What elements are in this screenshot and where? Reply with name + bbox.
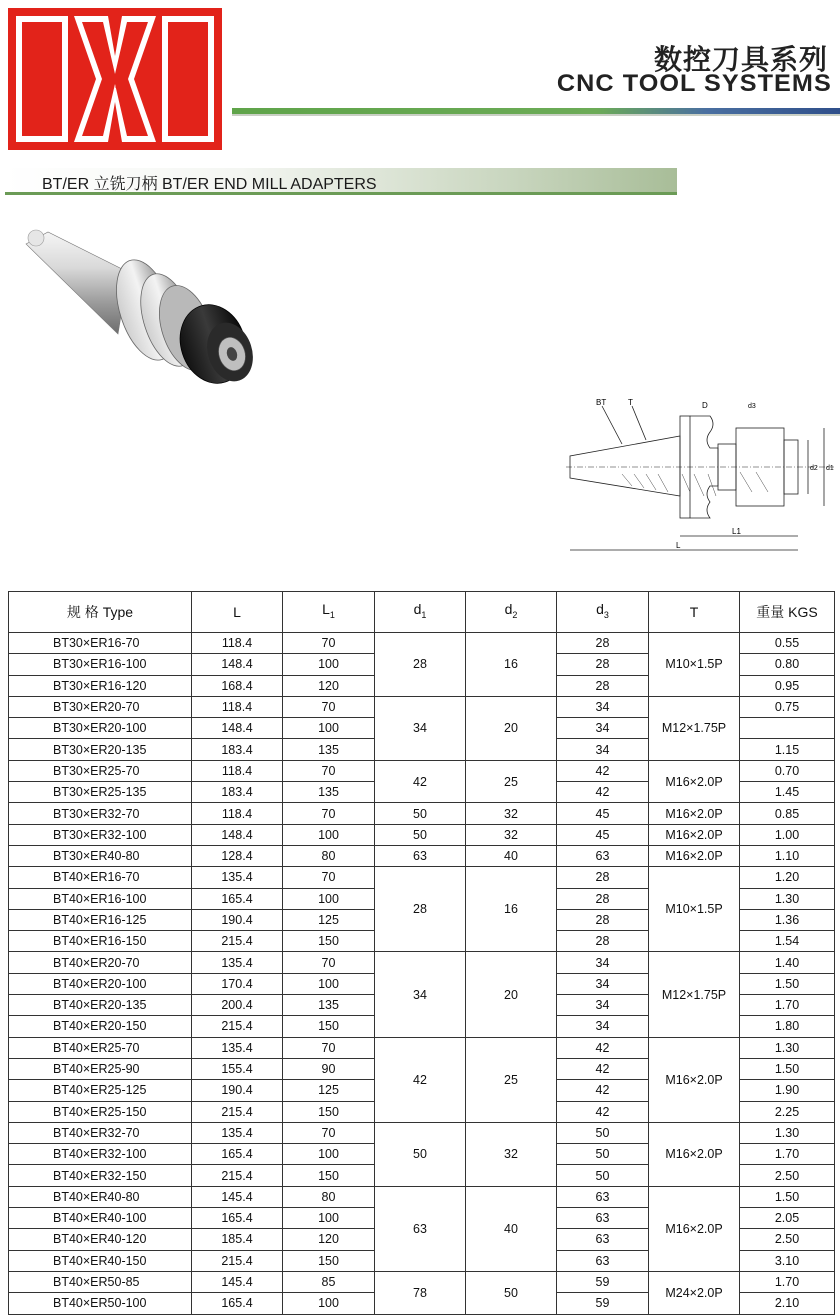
cell-d3: 63 — [557, 1250, 649, 1271]
cell-d1: 50 — [375, 824, 466, 845]
spec-table-body — [9, 633, 835, 1315]
cell-type: BT40×ER40-100 — [9, 1208, 192, 1229]
cell-l: 185.4 — [192, 1229, 283, 1250]
cell-l: 148.4 — [192, 824, 283, 845]
cell-kgs: 1.20 — [740, 867, 835, 888]
cell-l1: 70 — [283, 803, 375, 824]
cell-d3: 42 — [557, 1058, 649, 1079]
cell-l: 165.4 — [192, 1144, 283, 1165]
header-d2-sub: 2 — [512, 609, 518, 620]
cell-type: BT30×ER20-100 — [9, 718, 192, 739]
section-title: BT/ER 立铣刀柄 BT/ER END MILL ADAPTERS — [42, 176, 377, 193]
header-type: 规 格 Type — [9, 592, 192, 633]
header-l1-sub: 1 — [329, 609, 335, 620]
cell-t: M24×2.0P — [649, 1271, 740, 1314]
cell-kgs: 1.36 — [740, 909, 835, 930]
cell-d2: 16 — [466, 867, 557, 952]
cell-l: 118.4 — [192, 760, 283, 781]
cell-type: BT40×ER20-150 — [9, 1016, 192, 1037]
cell-type: BT40×ER50-100 — [9, 1293, 192, 1314]
cell-l1: 100 — [283, 1208, 375, 1229]
cell-d2: 40 — [466, 845, 557, 866]
drawing-label-t: T — [628, 398, 633, 407]
spec-table — [8, 591, 835, 1315]
cell-l1: 80 — [283, 845, 375, 866]
cell-d3: 28 — [557, 633, 649, 654]
cell-l: 135.4 — [192, 867, 283, 888]
cell-l1: 125 — [283, 909, 375, 930]
header-kgs: 重量 KGS — [740, 592, 835, 633]
cell-type: BT40×ER20-135 — [9, 995, 192, 1016]
cell-type: BT40×ER40-80 — [9, 1186, 192, 1207]
cell-l1: 150 — [283, 1101, 375, 1122]
header-t: T — [649, 592, 740, 633]
cell-l: 190.4 — [192, 909, 283, 930]
brand-title-cn: 数控刀具系列 — [653, 43, 828, 76]
cell-t: M10×1.5P — [649, 633, 740, 697]
table-row — [9, 760, 835, 781]
cell-d3: 42 — [557, 1037, 649, 1058]
cell-l: 215.4 — [192, 1101, 283, 1122]
cell-d2: 40 — [466, 1186, 557, 1271]
cell-type: BT30×ER25-70 — [9, 760, 192, 781]
cell-kgs: 0.85 — [740, 803, 835, 824]
cell-d1: 63 — [375, 1186, 466, 1271]
cell-l: 183.4 — [192, 782, 283, 803]
cell-d3: 42 — [557, 782, 649, 803]
cell-d3: 28 — [557, 654, 649, 675]
cell-kgs: 0.75 — [740, 696, 835, 717]
cell-kgs: 2.10 — [740, 1293, 835, 1314]
cell-kgs: 2.05 — [740, 1208, 835, 1229]
cell-kgs: 1.30 — [740, 888, 835, 909]
cell-l1: 135 — [283, 739, 375, 760]
cell-l: 118.4 — [192, 633, 283, 654]
cell-kgs: 1.45 — [740, 782, 835, 803]
cell-kgs: 1.50 — [740, 1058, 835, 1079]
cell-d3: 50 — [557, 1165, 649, 1186]
cell-kgs: 1.30 — [740, 1037, 835, 1058]
cell-l: 148.4 — [192, 654, 283, 675]
cell-d1: 78 — [375, 1271, 466, 1314]
cell-d2: 16 — [466, 633, 557, 697]
cell-l: 165.4 — [192, 1208, 283, 1229]
header-d2 — [466, 592, 557, 633]
cell-type: BT30×ER20-135 — [9, 739, 192, 760]
cell-l: 118.4 — [192, 803, 283, 824]
cell-l1: 150 — [283, 931, 375, 952]
cell-t: M16×2.0P — [649, 845, 740, 866]
cell-d1: 34 — [375, 696, 466, 760]
logo-text: IXI — [115, 87, 118, 89]
cell-type: BT40×ER32-70 — [9, 1122, 192, 1143]
cell-t: M16×2.0P — [649, 1186, 740, 1271]
cell-t: M10×1.5P — [649, 867, 740, 952]
table-row — [9, 633, 835, 654]
cell-l: 135.4 — [192, 1122, 283, 1143]
table-row — [9, 1186, 835, 1207]
cell-kgs — [740, 718, 835, 739]
cell-l: 145.4 — [192, 1271, 283, 1292]
cell-l1: 150 — [283, 1165, 375, 1186]
header-d3 — [557, 592, 649, 633]
cell-type: BT40×ER20-100 — [9, 973, 192, 994]
cell-kgs: 3.10 — [740, 1250, 835, 1271]
cell-d3: 28 — [557, 909, 649, 930]
cell-l: 148.4 — [192, 718, 283, 739]
cell-l: 135.4 — [192, 1037, 283, 1058]
cell-type: BT40×ER50-85 — [9, 1271, 192, 1292]
cell-d3: 34 — [557, 1016, 649, 1037]
header-d1 — [375, 592, 466, 633]
cell-l: 215.4 — [192, 1250, 283, 1271]
cell-d3: 34 — [557, 995, 649, 1016]
cell-d1: 42 — [375, 760, 466, 803]
cell-d3: 28 — [557, 888, 649, 909]
cell-kgs: 1.54 — [740, 931, 835, 952]
cell-t: M12×1.75P — [649, 696, 740, 760]
cell-l: 135.4 — [192, 952, 283, 973]
cell-l1: 135 — [283, 995, 375, 1016]
ixi-logo — [8, 8, 222, 150]
cell-type: BT30×ER32-70 — [9, 803, 192, 824]
cell-d3: 59 — [557, 1271, 649, 1292]
cell-l1: 120 — [283, 1229, 375, 1250]
cell-l1: 100 — [283, 654, 375, 675]
cell-kgs: 1.50 — [740, 973, 835, 994]
product-photo — [18, 224, 268, 404]
cell-l: 128.4 — [192, 845, 283, 866]
cell-l1: 70 — [283, 1037, 375, 1058]
cell-t: M16×2.0P — [649, 824, 740, 845]
drawing-label-d: D — [702, 401, 708, 410]
cell-type: BT30×ER16-120 — [9, 675, 192, 696]
cell-kgs: 1.90 — [740, 1080, 835, 1101]
cell-type: BT40×ER16-125 — [9, 909, 192, 930]
cell-l: 215.4 — [192, 1165, 283, 1186]
cell-kgs: 0.80 — [740, 654, 835, 675]
header-l1 — [283, 592, 375, 633]
cell-l1: 90 — [283, 1058, 375, 1079]
cell-d2: 50 — [466, 1271, 557, 1314]
cell-type: BT40×ER25-125 — [9, 1080, 192, 1101]
cell-d2: 20 — [466, 952, 557, 1037]
cell-t: M16×2.0P — [649, 760, 740, 803]
cell-kgs: 0.55 — [740, 633, 835, 654]
cell-l1: 150 — [283, 1016, 375, 1037]
cell-d3: 59 — [557, 1293, 649, 1314]
table-row — [9, 1037, 835, 1058]
cell-l1: 150 — [283, 1250, 375, 1271]
cell-d1: 42 — [375, 1037, 466, 1122]
cell-d2: 20 — [466, 696, 557, 760]
cell-l1: 120 — [283, 675, 375, 696]
cell-type: BT40×ER40-150 — [9, 1250, 192, 1271]
cell-l1: 70 — [283, 867, 375, 888]
cell-l1: 100 — [283, 973, 375, 994]
cell-kgs: 1.10 — [740, 845, 835, 866]
cell-l: 183.4 — [192, 739, 283, 760]
cell-type: BT40×ER25-70 — [9, 1037, 192, 1058]
cell-kgs: 1.70 — [740, 1144, 835, 1165]
cell-d2: 25 — [466, 760, 557, 803]
cell-d3: 28 — [557, 867, 649, 888]
cell-t: M16×2.0P — [649, 803, 740, 824]
cell-d3: 28 — [557, 675, 649, 696]
cell-l1: 100 — [283, 718, 375, 739]
cell-kgs: 1.70 — [740, 995, 835, 1016]
drawing-label-l: L — [676, 541, 681, 550]
cell-d1: 28 — [375, 633, 466, 697]
drawing-label-l1: L1 — [732, 527, 741, 536]
cell-kgs: 1.00 — [740, 824, 835, 845]
header-d2-base: d — [504, 601, 513, 618]
table-row — [9, 867, 835, 888]
cell-l: 200.4 — [192, 995, 283, 1016]
cell-kgs: 2.25 — [740, 1101, 835, 1122]
cell-l1: 100 — [283, 1293, 375, 1314]
cell-type: BT30×ER40-80 — [9, 845, 192, 866]
cell-d3: 63 — [557, 845, 649, 866]
table-row — [9, 824, 835, 845]
cell-l: 165.4 — [192, 888, 283, 909]
cell-kgs: 0.95 — [740, 675, 835, 696]
cell-d3: 63 — [557, 1208, 649, 1229]
cell-d3: 42 — [557, 1101, 649, 1122]
cell-l1: 70 — [283, 633, 375, 654]
cell-l: 190.4 — [192, 1080, 283, 1101]
cell-d3: 50 — [557, 1144, 649, 1165]
cell-l1: 80 — [283, 1186, 375, 1207]
cell-type: BT40×ER25-150 — [9, 1101, 192, 1122]
cell-t: M16×2.0P — [649, 1037, 740, 1122]
cell-l1: 70 — [283, 952, 375, 973]
cell-d1: 63 — [375, 845, 466, 866]
cell-d3: 28 — [557, 931, 649, 952]
cell-l: 170.4 — [192, 973, 283, 994]
cell-l: 155.4 — [192, 1058, 283, 1079]
cell-type: BT30×ER20-70 — [9, 696, 192, 717]
cell-kgs: 0.70 — [740, 760, 835, 781]
cell-d1: 50 — [375, 803, 466, 824]
table-row — [9, 845, 835, 866]
cell-type: BT40×ER32-100 — [9, 1144, 192, 1165]
cell-d3: 34 — [557, 696, 649, 717]
cell-l1: 100 — [283, 824, 375, 845]
cell-t: M16×2.0P — [649, 1122, 740, 1186]
table-row — [9, 1122, 835, 1143]
header-divider-shadow — [232, 114, 840, 116]
cell-d2: 32 — [466, 803, 557, 824]
table-row — [9, 952, 835, 973]
cell-d3: 42 — [557, 1080, 649, 1101]
cell-l: 168.4 — [192, 675, 283, 696]
cell-d1: 34 — [375, 952, 466, 1037]
cell-kgs: 2.50 — [740, 1165, 835, 1186]
cell-d3: 63 — [557, 1229, 649, 1250]
cell-d3: 50 — [557, 1122, 649, 1143]
brand-title-en: CNC TOOL SYSTEMS — [557, 70, 832, 97]
drawing-label-bt: BT — [596, 398, 607, 407]
cell-kgs: 1.80 — [740, 1016, 835, 1037]
cell-d2: 32 — [466, 1122, 557, 1186]
cell-l1: 70 — [283, 1122, 375, 1143]
cell-l: 165.4 — [192, 1293, 283, 1314]
cell-kgs: 2.50 — [740, 1229, 835, 1250]
header-d1-base: d — [413, 601, 422, 618]
cell-type: BT30×ER16-70 — [9, 633, 192, 654]
cell-d3: 34 — [557, 739, 649, 760]
header-l1-base: L — [322, 601, 330, 618]
cell-type: BT30×ER16-100 — [9, 654, 192, 675]
cell-d3: 63 — [557, 1186, 649, 1207]
cell-type: BT40×ER25-90 — [9, 1058, 192, 1079]
cell-l: 145.4 — [192, 1186, 283, 1207]
cell-l: 215.4 — [192, 1016, 283, 1037]
cell-d3: 34 — [557, 973, 649, 994]
cell-l1: 125 — [283, 1080, 375, 1101]
cell-d1: 50 — [375, 1122, 466, 1186]
cell-l: 215.4 — [192, 931, 283, 952]
header-d3-sub: 3 — [603, 609, 609, 620]
cell-d3: 45 — [557, 803, 649, 824]
cell-type: BT40×ER40-120 — [9, 1229, 192, 1250]
cell-d3: 42 — [557, 760, 649, 781]
drawing-label-d2: d2 — [810, 465, 818, 472]
cell-l1: 100 — [283, 1144, 375, 1165]
cell-type: BT40×ER20-70 — [9, 952, 192, 973]
cell-l1: 70 — [283, 696, 375, 717]
cell-type: BT40×ER16-150 — [9, 931, 192, 952]
cell-l1: 85 — [283, 1271, 375, 1292]
cell-kgs: 1.15 — [740, 739, 835, 760]
table-row — [9, 1271, 835, 1292]
cell-d3: 34 — [557, 952, 649, 973]
header-l: L — [192, 592, 283, 633]
drawing-label-d1: d1 — [826, 465, 834, 472]
cell-l1: 70 — [283, 760, 375, 781]
table-row — [9, 696, 835, 717]
cell-kgs: 1.50 — [740, 1186, 835, 1207]
cell-l1: 135 — [283, 782, 375, 803]
table-header-row — [9, 592, 835, 633]
cell-d3: 34 — [557, 718, 649, 739]
cell-d1: 28 — [375, 867, 466, 952]
table-row — [9, 803, 835, 824]
cell-kgs: 1.30 — [740, 1122, 835, 1143]
cell-type: BT40×ER32-150 — [9, 1165, 192, 1186]
cell-d2: 25 — [466, 1037, 557, 1122]
header-d1-sub: 1 — [421, 609, 427, 620]
cell-d2: 32 — [466, 824, 557, 845]
cell-type: BT40×ER16-100 — [9, 888, 192, 909]
technical-drawing — [562, 396, 838, 562]
cell-kgs: 1.70 — [740, 1271, 835, 1292]
cell-kgs: 1.40 — [740, 952, 835, 973]
cell-type: BT30×ER32-100 — [9, 824, 192, 845]
cell-l1: 100 — [283, 888, 375, 909]
drawing-label-d3: d3 — [748, 403, 756, 410]
cell-d3: 45 — [557, 824, 649, 845]
cell-t: M12×1.75P — [649, 952, 740, 1037]
cell-type: BT40×ER16-70 — [9, 867, 192, 888]
header-d3-base: d — [596, 601, 604, 618]
cell-type: BT30×ER25-135 — [9, 782, 192, 803]
cell-l: 118.4 — [192, 696, 283, 717]
